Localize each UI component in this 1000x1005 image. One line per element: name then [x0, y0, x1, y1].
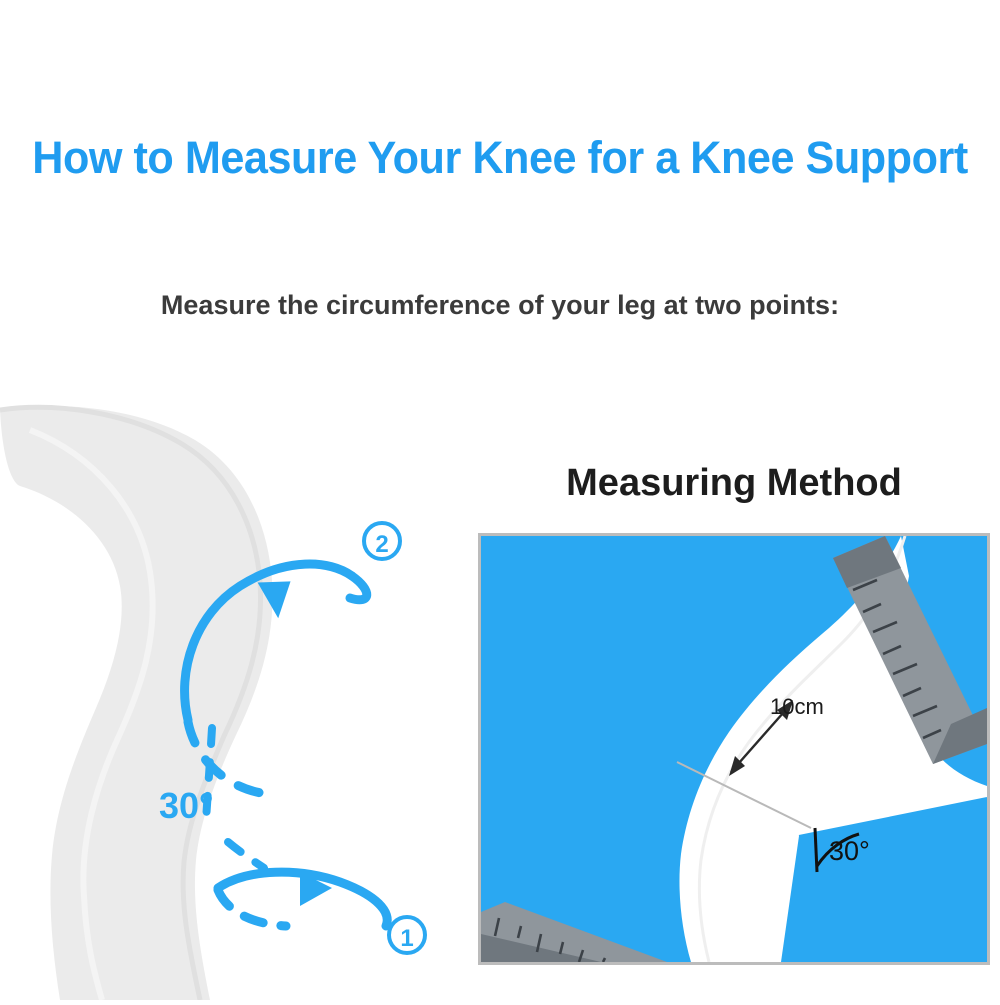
measuring-method-photo — [478, 533, 990, 965]
marker-badge-2: 2 — [362, 521, 402, 561]
leg-silhouette-shape — [0, 406, 273, 1000]
angle-label-photo: 30° — [829, 836, 870, 866]
page-title: How to Measure Your Knee for a Knee Support — [32, 132, 968, 183]
distance-label: 10cm — [770, 694, 824, 719]
measuring-method-heading: Measuring Method — [566, 462, 902, 504]
page-subtitle: Measure the circumference of your leg at two points: — [160, 290, 840, 320]
angle-label-left: 30° — [159, 785, 214, 826]
lower-measure-arrow-dashes — [218, 890, 286, 926]
leg-side-view-diagram — [0, 390, 470, 1000]
marker-badge-1: 1 — [387, 915, 427, 955]
